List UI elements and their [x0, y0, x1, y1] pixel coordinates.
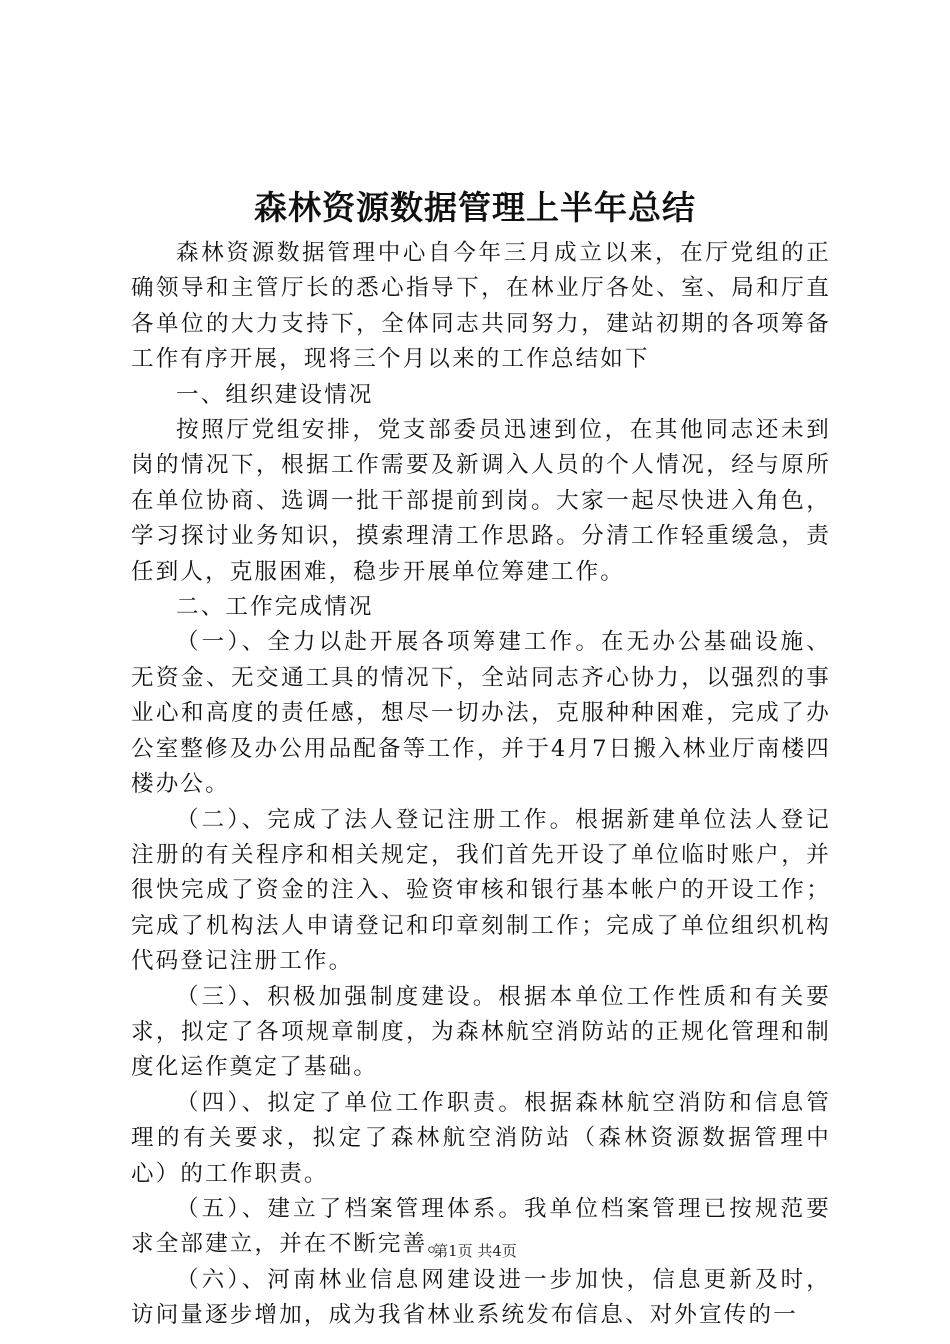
- section-heading-organization: 一、组织建设情况: [176, 381, 374, 408]
- paragraph-item-1: （一）、全力以赴开展各项筹建工作。在无办公基础设施、无资金、无交通工具的情况下，全站同志齐心协力，以强烈的事业心和高度的责任感，想尽一切办法，克服种种困难，完成了办公室整修及办公用品配备等工作，并于4月7日搬入林业厅南楼四楼办公。: [131, 629, 831, 798]
- paragraph-item-2: （二）、完成了法人登记注册工作。根据新建单位法人登记注册的有关程序和相关规定，我们首先开设了单位临时账户，并很快完成了资金的注入、验资审核和银行基本帐户的开设工作；完成了机构法人申请登记和印章刻制工作；完成了单位组织机构代码登记注册工作。: [131, 806, 831, 975]
- paragraph-item-3: （三）、积极加强制度建设。根据本单位工作性质和有关要求，拟定了各项规章制度，为森林航空消防站的正规化管理和制度化运作奠定了基础。: [131, 983, 831, 1081]
- paragraph-item-5: （五）、建立了档案管理体系。我单位档案管理已按规范要求全部建立，并在不断完善。: [131, 1195, 831, 1258]
- paragraph-organization: 按照厅党组安排，党支部委员迅速到位，在其他同志还未到岗的情况下，根据工作需要及新调入人员的个人情况，经与原所在单位协商、选调一批干部提前到岗。大家一起尽快进入角色，学习探讨业务知识，摸索理清工作思路。分清工作轻重缓急，责任到人，克服困难，稳步开展单位筹建工作。: [131, 417, 831, 585]
- paragraph-intro: 森林资源数据管理中心自今年三月成立以来，在厅党组的正确领导和主管厅长的悉心指导下，在林业厅各处、室、局和厅直各单位的大力支持下，全体同志共同努力，建站初期的各项筹备工作有序开展，现将三个月以来的工作总结如下: [131, 240, 831, 373]
- document-body: [131, 236, 831, 1334]
- paragraph-item-4: （四）、拟定了单位工作职责。根据森林航空消防和信息管理的有关要求，拟定了森林航空消防站（森林资源数据管理中心）的工作职责。: [131, 1089, 831, 1187]
- page-footer: 第1页 共4页: [433, 1242, 517, 1260]
- document-title: 森林资源数据管理上半年总结: [254, 188, 696, 227]
- section-heading-work-completion: 二、工作完成情况: [176, 594, 374, 621]
- paragraph-item-6: （六）、河南林业信息网建设进一步加快，信息更新及时，访问量逐步增加，成为我省林业系统发布信息、对外宣传的一: [131, 1266, 831, 1329]
